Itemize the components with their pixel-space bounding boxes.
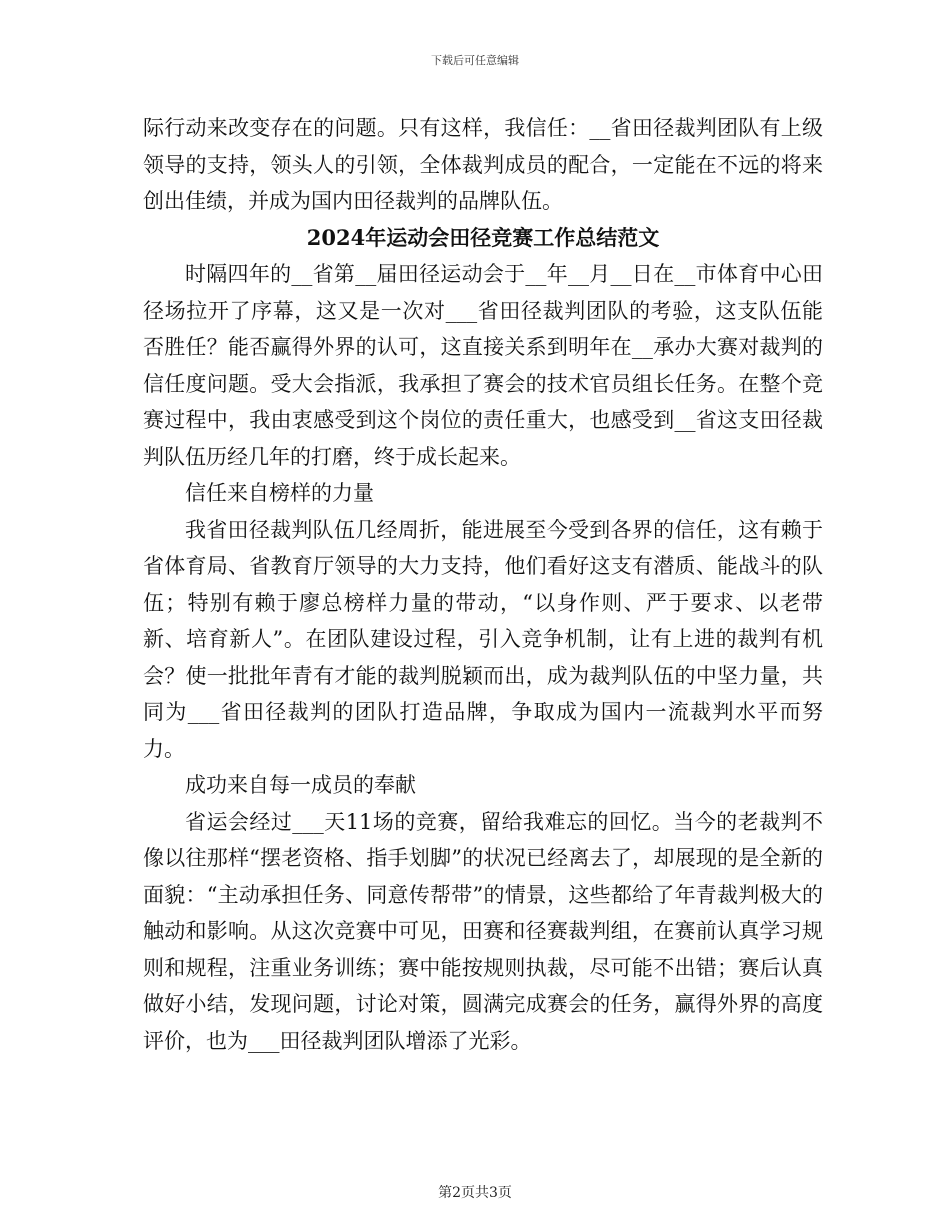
paragraph-intro: 时隔四年的__省第__届田径运动会于__年__月__日在__市体育中心田径场拉开了序幕，这又是一次对___省田径裁判团队的考验，这支队伍能否胜任？能否赢得外界的认可，这直接关系到明年在__承办大赛对裁判的信任度问题。受大会指派，我承担了赛会的技术官员组长任务。在整个竞赛过程中，我由衷感受到这个岗位的责任重大，也感受到__省这支田径裁判队伍历经几年的打磨，终于成长起来。 <box>143 262 823 469</box>
document-title: 2024年运动会田径竞赛工作总结范文 <box>306 224 660 250</box>
document-body <box>143 110 823 1059</box>
paragraph-continuation: 际行动来改变存在的问题。只有这样，我信任：__省田径裁判团队有上级领导的支持，领头人的引领，全体裁判成员的配合，一定能在不远的将来创出佳绩，并成为国内田径裁判的品牌队伍。 <box>143 116 823 213</box>
page-header: 下载后可任意编辑 <box>431 54 519 67</box>
section-heading-trust: 信任来自榜样的力量 <box>185 481 374 505</box>
section-heading-success: 成功来自每一成员的奉献 <box>185 773 416 797</box>
page-footer: 第2页共3页 <box>438 1185 512 1201</box>
paragraph-trust: 我省田径裁判队伍几经周折，能进展至今受到各界的信任，这有赖于省体育局、省教育厅领导的大力支持，他们看好这支有潜质、能战斗的队伍；特别有赖于廖总榜样力量的带动，“以身作则、严于要求、以老带新、培育新人”。在团队建设过程，引入竞争机制，让有上进的裁判有机会？使一批批年青有才能的裁判脱颖而出，成为裁判队伍的中坚力量，共同为___省田径裁判的团队打造品牌，争取成为国内一流裁判水平而努力。 <box>143 517 823 761</box>
paragraph-success: 省运会经过___天11场的竞赛，留给我难忘的回忆。当今的老裁判不像以往那样“摆老资格、指手划脚”的状况已经离去了，却展现的是全新的面貌：“主动承担任务、同意传帮带”的情景，这些都给了年青裁判极大的触动和影响。从这次竞赛中可见，田赛和径赛裁判组，在赛前认真学习规则和规程，注重业务训练；赛中能按规则执裁，尽可能不出错；赛后认真做好小结，发现问题，讨论对策，圆满完成赛会的任务，赢得外界的高度评价，也为___田径裁判团队增添了光彩。 <box>143 809 823 1053</box>
